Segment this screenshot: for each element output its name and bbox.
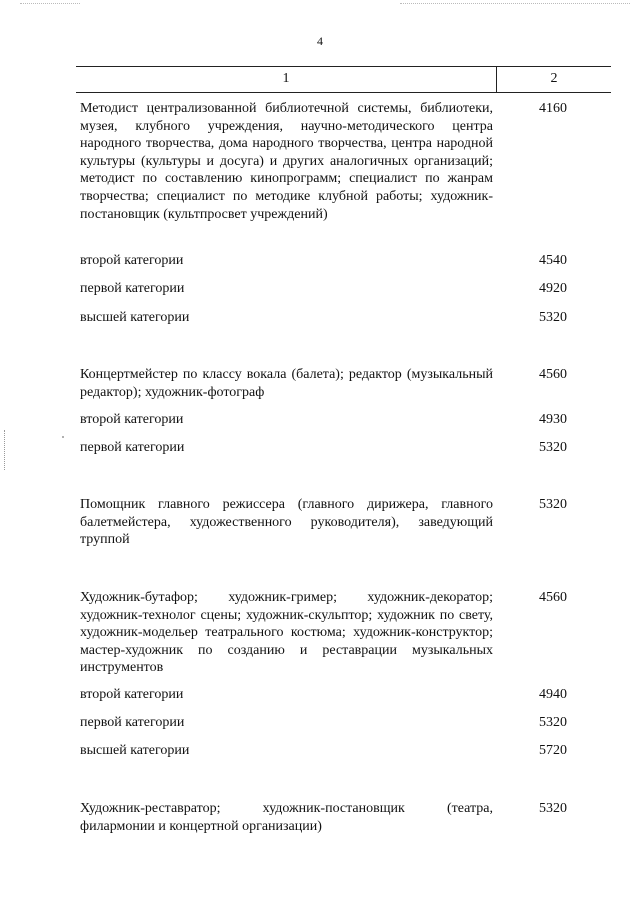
table-row	[80, 366, 611, 401]
table-header-rule	[76, 92, 611, 93]
category-label: первой категории	[80, 281, 185, 296]
category-row	[80, 714, 611, 732]
salary-value: 5320	[539, 440, 567, 455]
column-header-1: 1	[282, 71, 290, 86]
category-row	[80, 686, 611, 704]
table-row	[80, 100, 611, 223]
position-description: Методист централизованной библиотечной системы, библиотеки, музея, клубного учреждения, научно-методического центра народного творчества, дома народного творчества, центра народной культуры (культуры и досуга) и других аналогичных организаций; методист по составлению кинопрограмм; специалист по жанрам творчества; специалист по методике клубной работы; художник-постановщик (культпросвет учреждений)	[80, 101, 493, 222]
position-description: Помощник главного режиссера (главного дирижера, главного балетмейстера, художественного руководителя), заведующий труппой	[80, 497, 493, 548]
salary-value: 5320	[539, 310, 567, 325]
table-row	[80, 496, 611, 549]
scan-artifact-top-left	[20, 3, 80, 6]
column-header-2: 2	[550, 71, 558, 86]
table-row	[80, 800, 611, 835]
position-description: Художник-бутафор; художник-гример; художник-декоратор; художник-технолог сцены; художник-скульптор; художник по свету, художник-модельер театрального костюма; художник-конструктор; мастер-художник по созданию и реставрации музыкальных инструментов	[80, 590, 493, 676]
category-label: второй категории	[80, 412, 184, 427]
category-row	[80, 742, 611, 760]
category-row	[80, 309, 611, 327]
salary-value: 5320	[539, 497, 567, 512]
salary-value: 5720	[539, 743, 567, 758]
category-label: первой категории	[80, 715, 185, 730]
salary-value: 4160	[539, 101, 567, 116]
category-label: второй категории	[80, 253, 184, 268]
table-row	[80, 589, 611, 677]
category-label: второй категории	[80, 687, 184, 702]
salary-value: 4560	[539, 590, 567, 605]
salary-value: 4540	[539, 253, 567, 268]
category-label: высшей категории	[80, 310, 190, 325]
salary-value: 5320	[539, 715, 567, 730]
margin-dot	[62, 436, 64, 438]
category-row	[80, 439, 611, 457]
page-number: 4	[317, 34, 323, 48]
salary-value: 4560	[539, 367, 567, 382]
salary-value: 4920	[539, 281, 567, 296]
category-row	[80, 252, 611, 270]
salary-value: 4940	[539, 687, 567, 702]
category-label: высшей категории	[80, 743, 190, 758]
position-description: Художник-реставратор; художник-постановщик (театра, филармонии и концертной организации)	[80, 801, 493, 834]
category-row	[80, 280, 611, 298]
salary-value: 4930	[539, 412, 567, 427]
table-top-rule	[76, 66, 611, 67]
margin-scan-mark	[4, 430, 7, 470]
category-label: первой категории	[80, 440, 185, 455]
category-row	[80, 411, 611, 429]
scan-artifact-top-right	[400, 3, 630, 6]
salary-value: 5320	[539, 801, 567, 816]
position-description: Концертмейстер по классу вокала (балета); редактор (музыкальный редактор); художник-фотограф	[80, 367, 493, 400]
